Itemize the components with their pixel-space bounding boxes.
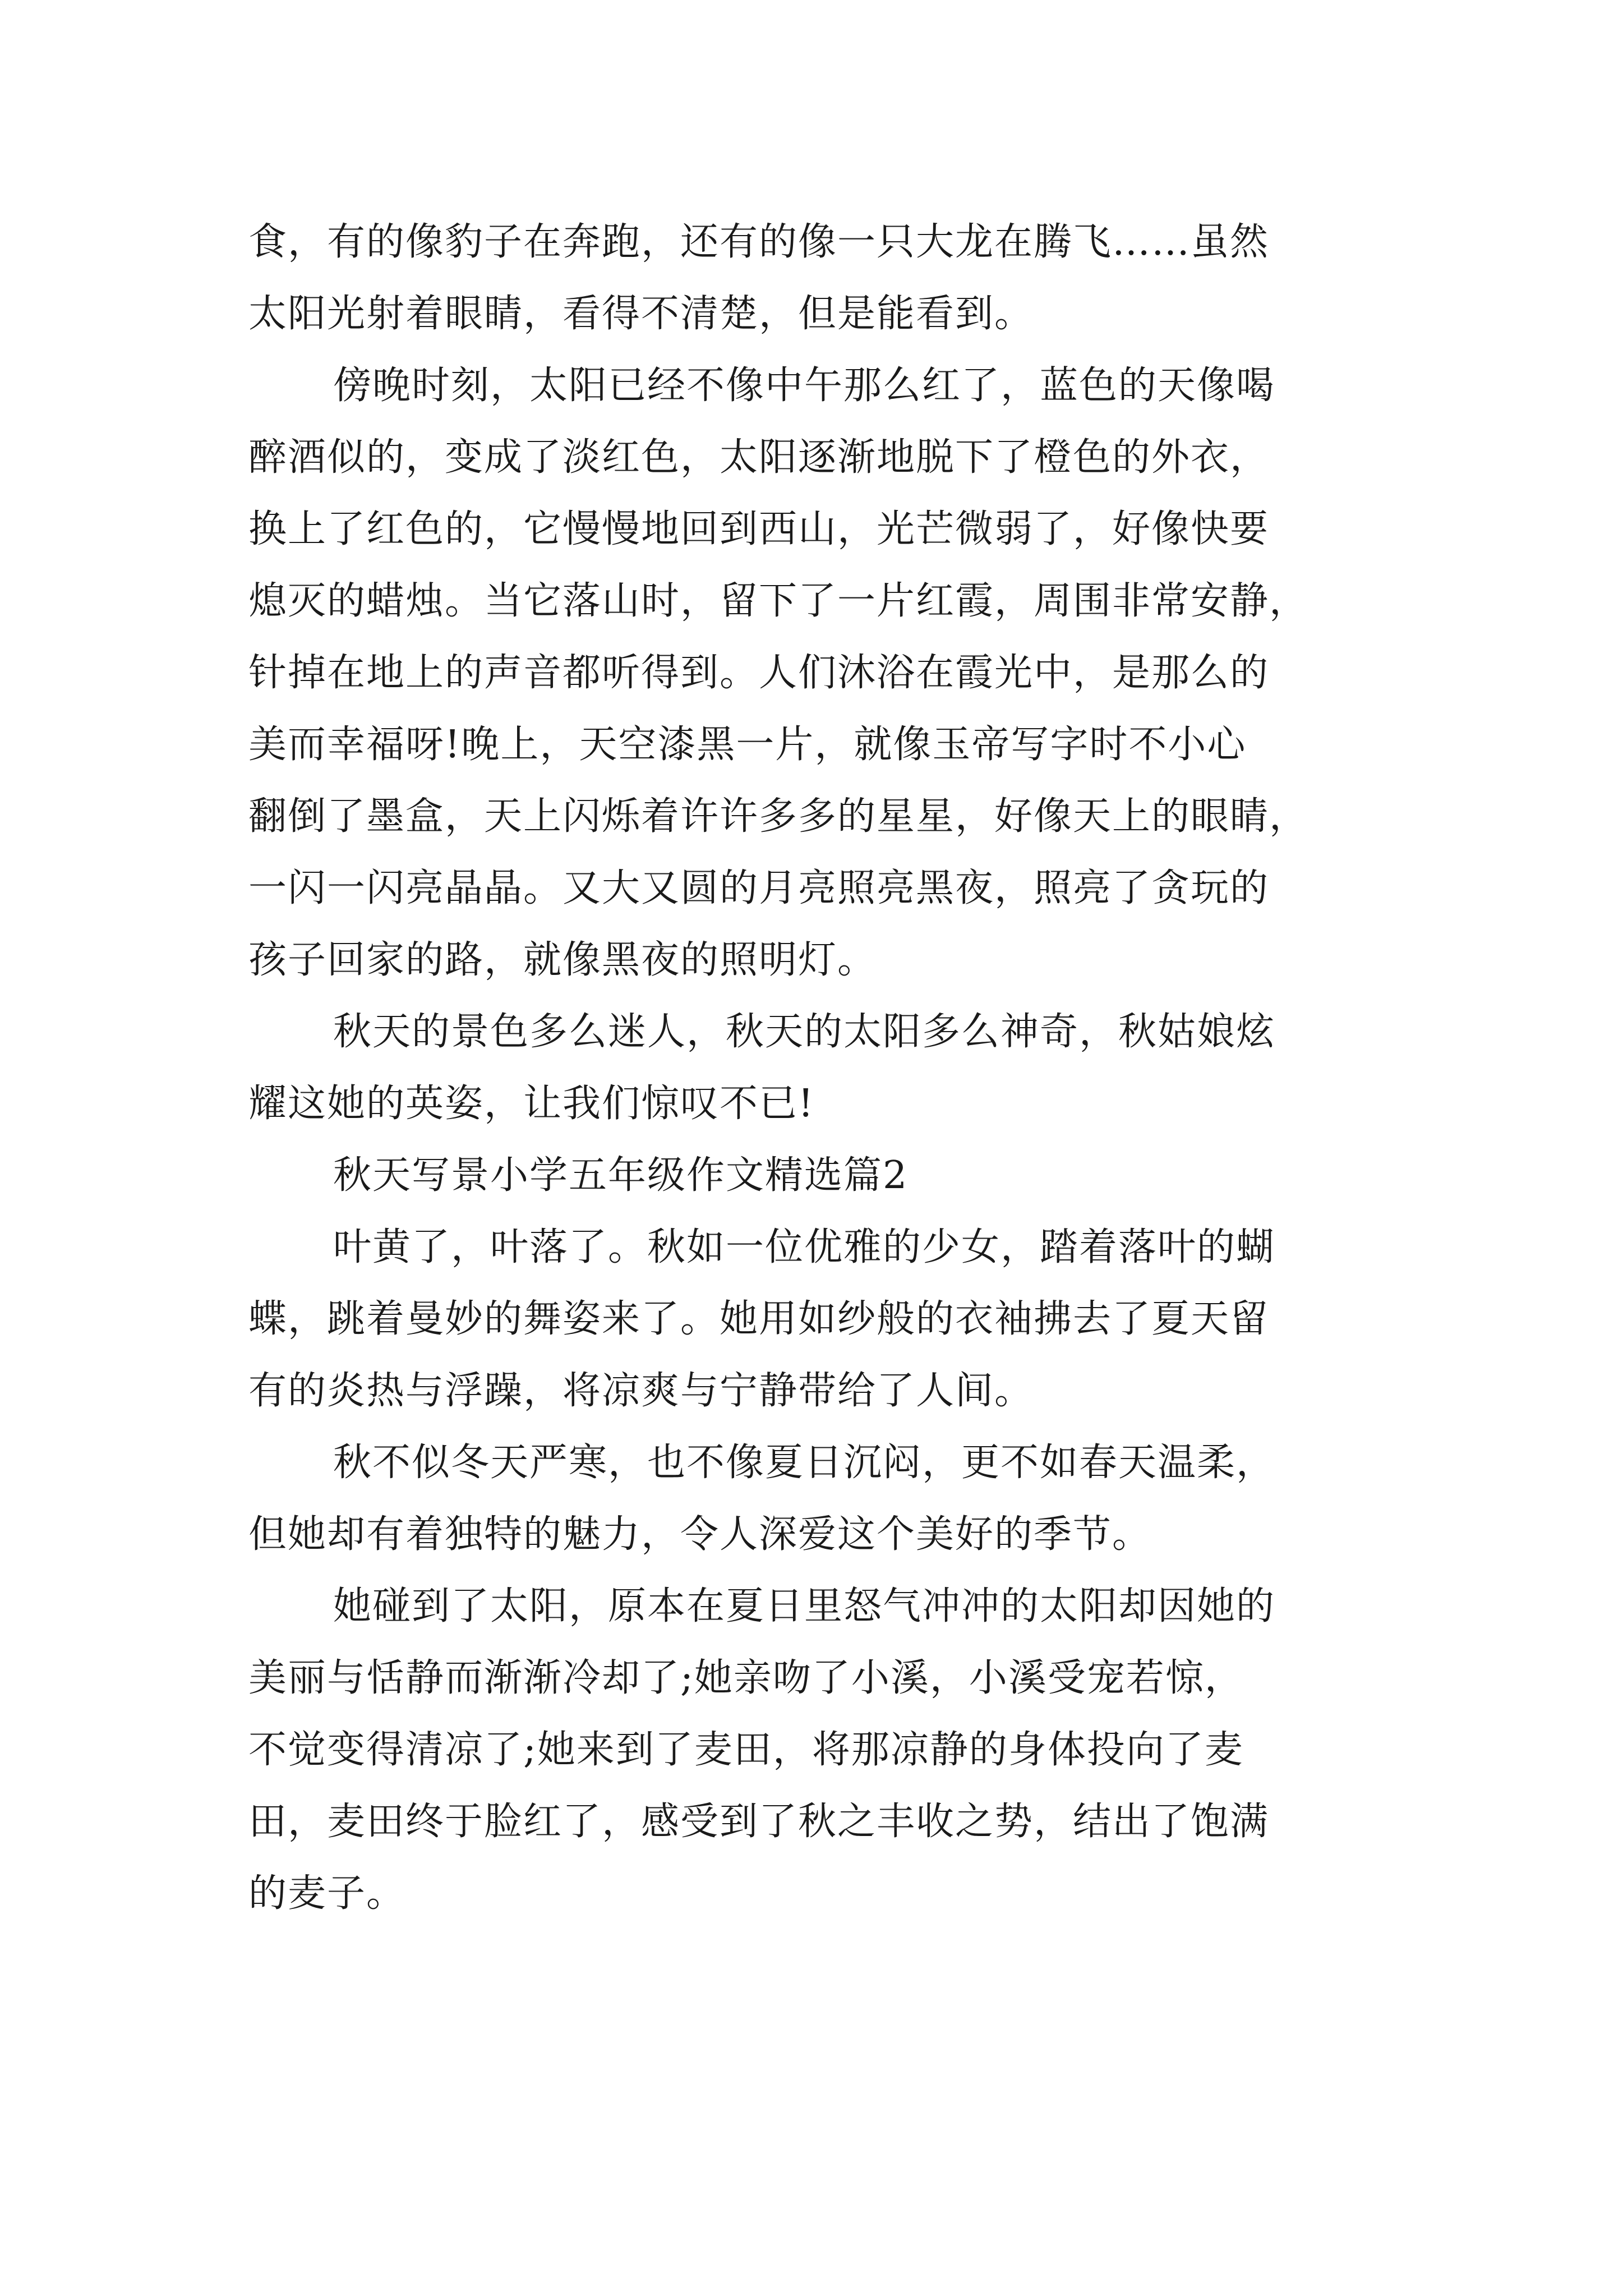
text-line: 翻倒了墨盒，天上闪烁着许许多多的星星，好像天上的眼睛， <box>248 794 1309 839</box>
text-line: 蝶，跳着曼妙的舞姿来了。她用如纱般的衣袖拂去了夏天留 <box>248 1297 1270 1341</box>
text-line: 太阳光射着眼睛，看得不清楚，但是能看到。 <box>248 292 1034 336</box>
paragraph-first-line: 她碰到了太阳，原本在夏日里怒气冲冲的太阳却因她的 <box>333 1584 1276 1628</box>
text-line: 一闪一闪亮晶晶。又大又圆的月亮照亮黑夜，照亮了贪玩的 <box>248 866 1270 910</box>
paragraph-first-line: 叶黄了，叶落了。秋如一位优雅的少女，踏着落叶的蝴 <box>333 1225 1276 1269</box>
text-line: 但她却有着独特的魅力，令人深爱这个美好的季节。 <box>248 1512 1152 1557</box>
text-line: 换上了红色的，它慢慢地回到西山，光芒微弱了，好像快要 <box>248 507 1270 551</box>
text-line: 针掉在地上的声音都听得到。人们沐浴在霞光中，是那么的 <box>248 651 1270 695</box>
paragraph-first-line: 秋天的景色多么迷人，秋天的太阳多么神奇，秋姑娘炫 <box>333 1010 1276 1054</box>
text-line: 美丽与恬静而渐渐冷却了;她亲吻了小溪，小溪受宠若惊， <box>248 1656 1244 1700</box>
text-line: 不觉变得清凉了;她来到了麦田，将那凉静的身体投向了麦 <box>248 1728 1244 1772</box>
text-line: 食，有的像豹子在奔跑，还有的像一只大龙在腾飞……虽然 <box>248 220 1270 264</box>
text-line: 醉酒似的，变成了淡红色，太阳逐渐地脱下了橙色的外衣， <box>248 435 1270 480</box>
text-line: 耀这她的英姿，让我们惊叹不已! <box>248 1082 815 1126</box>
text-line: 有的炎热与浮躁，将凉爽与宁静带给了人间。 <box>248 1369 1034 1413</box>
paragraph-first-line: 秋不似冬天严寒，也不像夏日沉闷，更不如春天温柔， <box>333 1441 1276 1485</box>
text-line: 熄灭的蜡烛。当它落山时，留下了一片红霞，周围非常安静， <box>248 579 1309 623</box>
text-line: 孩子回家的路，就像黑夜的照明灯。 <box>248 938 877 982</box>
article-body <box>248 206 1398 1930</box>
text-line: 美而幸福呀!晚上，天空漆黑一片，就像玉帝写字时不小心 <box>248 723 1247 767</box>
text-line: 田，麦田终于脸红了，感受到了秋之丰收之势，结出了饱满 <box>248 1800 1270 1844</box>
paragraph-first-line: 傍晚时刻，太阳已经不像中午那么红了，蓝色的天像喝 <box>333 364 1276 408</box>
text-line: 的麦子。 <box>248 1871 406 1916</box>
section-heading: 秋天写景小学五年级作文精选篇2 <box>333 1153 909 1198</box>
